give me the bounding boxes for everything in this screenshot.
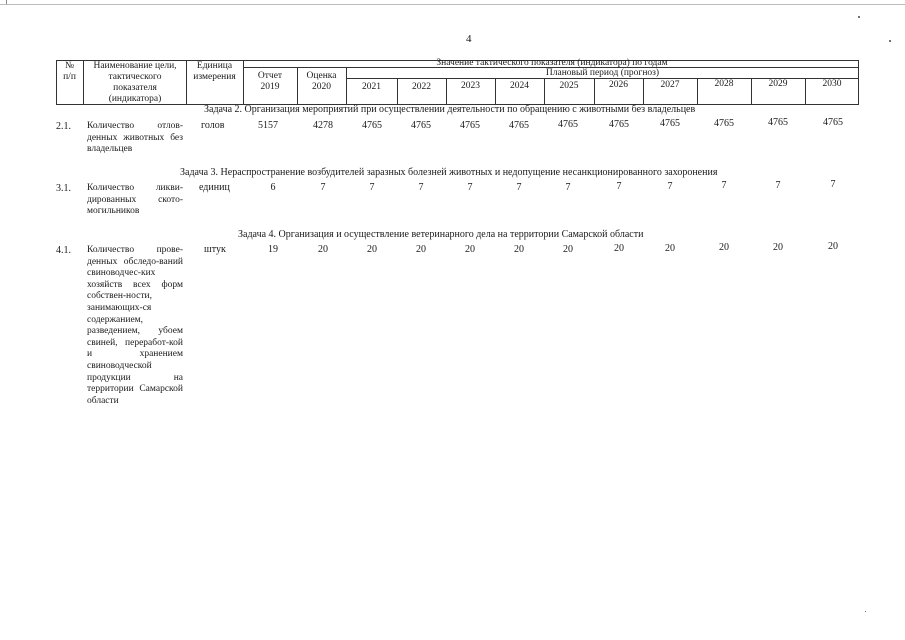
header-year: 2026 <box>609 80 628 90</box>
value-cell: 4765 <box>509 120 529 131</box>
header-year: 2021 <box>362 82 381 92</box>
header-year: 2025 <box>559 81 579 91</box>
value-cell: 20 <box>828 241 838 252</box>
value-cell: 20 <box>416 244 426 255</box>
page-number: 4 <box>466 33 472 45</box>
value-cell: 5157 <box>258 120 278 131</box>
value-cell: 20 <box>614 243 624 254</box>
value-cell: 4765 <box>768 117 788 128</box>
value-cell: 20 <box>367 244 377 255</box>
value-cell: 4765 <box>460 120 480 131</box>
value-cell: 20 <box>318 244 328 255</box>
value-cell: 7 <box>565 182 571 193</box>
value-cell: 4765 <box>660 118 680 129</box>
unit-of-measure: единиц <box>199 182 230 193</box>
value-cell: 4765 <box>558 119 578 130</box>
value-cell: 19 <box>268 244 278 255</box>
row-number: 2.1. <box>56 121 71 132</box>
value-cell: 20 <box>773 242 783 253</box>
value-cell: 7 <box>369 182 375 193</box>
value-cell: 20 <box>465 244 475 255</box>
scan-corner-mark <box>0 0 7 4</box>
indicator-name: Количество ликви-дированных ското-могильников <box>87 183 183 217</box>
value-cell: 4765 <box>823 117 843 128</box>
header-year: 2028 <box>714 79 734 89</box>
task-title: Задача 2. Организация мероприятий при осуществлении деятельности по обращению с животными без владельцев <box>204 104 696 115</box>
scan-speck <box>858 16 860 18</box>
value-cell: 7 <box>467 182 473 193</box>
value-cell: 7 <box>721 180 727 191</box>
value-cell: 4765 <box>714 118 734 129</box>
header-estimate-2020: Оценка 2020 <box>306 71 337 92</box>
task-title: Задача 3. Нераспространение возбудителей заразных болезней животных и недопущение несанкционированного захоронения <box>180 167 718 178</box>
header-values-title: Значение тактического показателя (индикатора) по годам <box>436 58 668 68</box>
header-year: 2022 <box>412 82 431 92</box>
unit-of-measure: штук <box>204 244 226 255</box>
row-number: 4.1. <box>56 245 71 256</box>
value-cell: 20 <box>514 244 524 255</box>
value-cell: 7 <box>830 179 836 190</box>
scan-speck <box>865 611 866 612</box>
value-cell: 20 <box>563 244 573 255</box>
indicator-name: Количество прове-денных обследо-ваний свиноводчес-ких хозяйств всех форм собствен-ности, занимающих-ся содержанием, разведением, убоем свиней, переработ-кой и хранением свиноводческой продукции на территории Самарской области <box>87 245 183 406</box>
value-cell: 20 <box>719 242 729 253</box>
header-planned-period: Плановый период (прогноз) <box>545 68 660 78</box>
header-year: 2027 <box>660 80 680 90</box>
value-cell: 7 <box>667 181 673 192</box>
task-title: Задача 4. Организация и осуществление ветеринарного дела на территории Самарской области <box>238 229 644 240</box>
scan-speck <box>889 40 891 42</box>
header-year: 2030 <box>822 79 842 89</box>
header-vline <box>83 60 84 104</box>
value-cell: 4765 <box>362 120 382 131</box>
value-cell: 7 <box>418 182 424 193</box>
indicator-name: Количество отлов-денных животных без владельцев <box>87 121 183 155</box>
value-cell: 20 <box>665 243 675 254</box>
value-cell: 7 <box>775 180 781 191</box>
header-year: 2023 <box>461 81 480 91</box>
header-year: 2029 <box>768 79 788 89</box>
header-year: 2024 <box>510 81 529 91</box>
value-cell: 7 <box>616 181 622 192</box>
header-report-2019: Отчет 2019 <box>257 71 283 92</box>
header-indicator-name: Наименование цели, тактического показателя (индикатора) <box>93 61 177 104</box>
value-cell: 6 <box>270 182 276 193</box>
value-cell: 4765 <box>609 119 629 130</box>
value-cell: 7 <box>516 182 522 193</box>
value-cell: 7 <box>320 182 326 193</box>
scan-top-edge <box>0 4 905 5</box>
value-cell: 4765 <box>411 120 431 131</box>
header-number: № п/п <box>63 61 76 82</box>
header-unit: Единица измерения <box>193 61 236 82</box>
row-number: 3.1. <box>56 183 71 194</box>
value-cell: 4278 <box>313 120 333 131</box>
unit-of-measure: голов <box>201 120 225 131</box>
